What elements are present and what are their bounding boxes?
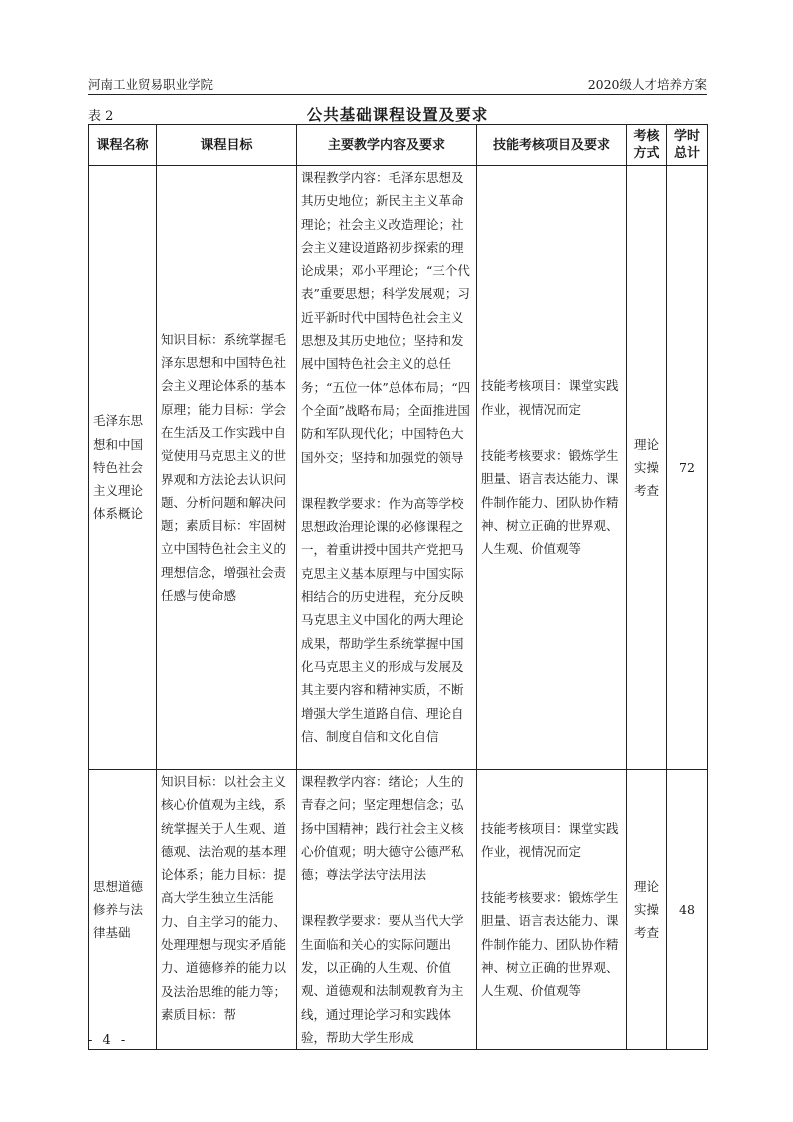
page-header (88, 74, 707, 95)
table-label: 表 2 (88, 109, 114, 124)
skill-requirement: 技能考核要求：锻炼学生胆量、语言表达能力、课件制作能力、团队协作精神、树立正确的世界观、人生观、价值观等 (481, 890, 619, 999)
col-header-skill: 技能考核项目及要求 (477, 125, 627, 166)
total-hours: 72 (667, 166, 708, 770)
course-content: 课程教学内容：绪论；人生的青春之问；坚定理想信念；弘扬中国精神；践行社会主义核心价值观；明大德守公德严私德；尊法学法守法用法 (301, 774, 464, 883)
table-caption (88, 103, 707, 123)
course-goal: 知识目标：以社会主义核心价值观为主线，系统掌握关于人生观、道德观、法治观的基本理论体系；能力目标：提高大学生独立生活能力、自主学习的能力、处理理想与现实矛盾能力、道德修养的能力以及法治思维的能力等；素质目标：帮 (157, 770, 297, 1050)
col-header-hours-line2: 总计 (673, 146, 700, 161)
assessment-mode: 理论实操考查 (627, 166, 667, 770)
skill-item: 技能考核项目：课堂实践作业，视情况而定 (481, 820, 619, 859)
col-header-hours (667, 125, 708, 166)
course-content-cell (297, 166, 477, 770)
course-requirement: 课程教学要求：作为高等学校思想政治理论课的必修课程之一，着重讲授中国共产党把马克思主义基本原理与中国实际相结合的历史进程，充分反映马克思主义中国化的两大理论成果，帮助学生系统掌握中国化马克思主义的形成与发展及其主要内容和精神实质，不断增强大学生道路自信、理论自信、制度自信和文化自信 (301, 495, 464, 744)
course-table (88, 124, 708, 1050)
course-goal: 知识目标：系统掌握毛泽东思想和中国特色社会主义理论体系的基本原理；能力目标：学会在生活及工作实践中自觉使用马克思主义的世界观和方法论去认识问题、分析问题和解决问题；素质目标：牢固树立中国特色社会主义的理想信念，增强社会责任感与使命感 (157, 166, 297, 770)
skill-cell (477, 770, 627, 1050)
page-number: - 4 - (88, 1033, 129, 1048)
skill-cell (477, 166, 627, 770)
course-content: 课程教学内容：毛泽东思想及其历史地位；新民主主义革命理论；社会主义改造理论；社会主义建设道路初步探索的理论成果；邓小平理论；“三个代表”重要思想；科学发展观；习近平新时代中国特色社会主义思想及其历史地位；坚持和发展中国特色社会主义的总任务；“五位一体”总体布局；“四个全面”战略布局；全面推进国防和军队现代化；中国特色大国外交；坚持和加强党的领导 (301, 170, 471, 465)
col-header-mode-line2: 方式 (633, 146, 660, 161)
course-content-cell (297, 770, 477, 1050)
course-requirement: 课程教学要求：要从当代大学生面临和关心的实际问题出发，以正确的人生观、价值观、道德观和法制观教育为主线，通过理论学习和实践体验，帮助大学生形成 (301, 913, 464, 1045)
assessment-mode: 理论实操考查 (627, 770, 667, 1050)
document-title: 2020级人才培养方案 (587, 77, 707, 92)
col-header-hours-line1: 学时 (673, 129, 700, 144)
course-name: 思想道德修养与法律基础 (89, 770, 157, 1050)
table-header-row (89, 125, 708, 166)
table-row (89, 770, 708, 1050)
institution-name: 河南工业贸易职业学院 (88, 77, 214, 92)
col-header-goal: 课程目标 (157, 125, 297, 166)
skill-requirement: 技能考核要求：锻炼学生胆量、语言表达能力、课件制作能力、团队协作精神、树立正确的世界观、人生观、价值观等 (481, 448, 619, 557)
course-name: 毛泽东思想和中国特色社会主义理论体系概论 (89, 166, 157, 770)
total-hours: 48 (667, 770, 708, 1050)
table-title: 公共基础课程设置及要求 (306, 105, 489, 124)
col-header-name: 课程名称 (89, 125, 157, 166)
skill-item: 技能考核项目：课堂实践作业，视情况而定 (481, 378, 619, 417)
col-header-mode-line1: 考核 (633, 129, 660, 144)
col-header-mode (627, 125, 667, 166)
table-row (89, 166, 708, 770)
col-header-content: 主要教学内容及要求 (297, 125, 477, 166)
